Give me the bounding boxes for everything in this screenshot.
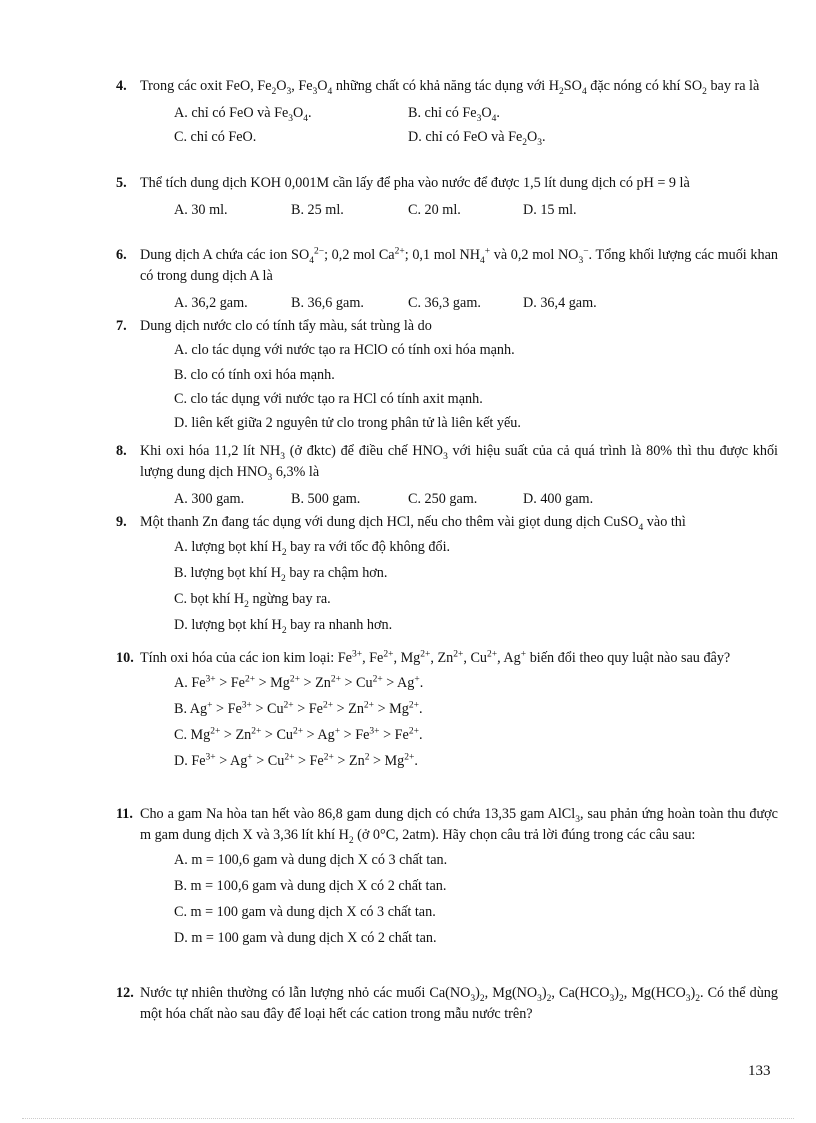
question-text: Cho a gam Na hòa tan hết vào 86,8 gam dung dịch có chứa 13,35 gam AlCl$_3$, sau phản ứng hoàn toàn thu được m gam dung dịch X và 3,36 lít khí $H_2$ (ở 0°C, 2atm). Hãy chọn câu trả lời đúng trong các câu sau: [140,806,778,846]
question-text: Một thanh Zn đang tác dụng với dung dịch HCl, nếu cho thêm vài giọt dung dịch CuSO$_4$ vào thì [140,514,686,533]
option-c: C. 20 ml. [408,202,461,218]
option-a: A. clo tác dụng với nước tạo ra HClO có tính oxi hóa mạnh. [174,342,515,358]
question-text: Nước tự nhiên thường có lẫn lượng nhỏ các muối $Ca(NO_3)_2$, $Mg(NO_3)_2$, $Ca(HCO_3)_2$, $Mg(HCO_3)_2$. Có thể dùng một hóa chất nào sau đây để loại hết các cation trong mẫu nước trên? [140,985,778,1022]
question-10 [116,648,778,774]
question-text: Thể tích dung dịch KOH 0,001M cần lấy để pha vào nước để được 1,5 lít dung dịch có pH = 9 là [140,175,690,191]
option-c: C. chỉ có FeO. [174,129,257,145]
option-c: C. 36,3 gam. [408,295,481,311]
question-4 [116,76,778,149]
option-b: B. m = 100,6 gam và dung dịch X có 2 chất tan. [174,878,447,894]
option-b: B. chỉ có $Fe_3O_4$. [408,105,500,124]
question-7 [116,316,778,435]
option-a: A. 36,2 gam. [174,295,248,311]
question-text: Dung dịch A chứa các ion $SO_4^{2-}$; 0,2 mol $Ca^{2+}$; 0,1 mol $NH_4^+$ và 0,2 mol $NO_3^-$. Tổng khối lượng các muối khan có trong dung dịch A là [140,246,778,284]
option-d: D. lượng bọt khí $H_2$ bay ra nhanh hơn. [174,617,393,636]
option-d: D. chỉ có FeO và $Fe_2O_3$. [408,129,546,148]
question-number: 9. [116,514,127,530]
question-number: 12. [116,985,134,1001]
question-number: 8. [116,443,127,459]
option-c: C. $Mg^{2+} > Zn^{2+} > Cu^{2+} > Ag^+ > Fe^{3+} > Fe^{2+}$. [174,726,423,743]
question-number: 7. [116,318,127,334]
page-number: 133 [748,1063,771,1079]
question-6 [116,245,778,315]
option-d: D. m = 100 gam và dung dịch X có 2 chất tan. [174,930,437,946]
option-a: A. 30 ml. [174,202,228,218]
options-row [174,101,778,125]
page-bottom-rule [22,1118,794,1119]
option-a: A. 300 gam. [174,491,245,507]
option-d: D. 15 ml. [523,202,577,218]
options-row [174,291,778,315]
option-a: A. $Fe^{3+} > Fe^{2+} > Mg^{2+} > Zn^{2+} > Cu^{2+} > Ag^+$. [174,674,424,691]
option-c: C. clo tác dụng với nước tạo ra HCl có tính axit mạnh. [174,391,483,407]
option-b: B. lượng bọt khí $H_2$ bay ra chậm hơn. [174,565,388,584]
options-row [174,125,778,149]
option-b: B. $Ag^+ > Fe^{3+} > Cu^{2+} > Fe^{2+} > Zn^{2+} > Mg^{2+}$. [174,700,423,717]
question-text: Trong các oxit FeO, $Fe_2O_3$, $Fe_3O_4$ những chất có khả năng tác dụng với $H_2SO_4$ đặc nóng có khí $SO_2$ bay ra là [140,78,760,97]
question-number: 11. [116,806,133,822]
option-c: C. 250 gam. [408,491,478,507]
option-a: A. chỉ có FeO và $Fe_3O_4$. [174,105,312,124]
option-c: C. m = 100 gam và dung dịch X có 3 chất tan. [174,904,436,920]
option-b: B. 36,6 gam. [291,295,364,311]
question-9 [116,512,778,638]
question-5 [116,173,778,222]
options-row [174,198,778,222]
question-12 [116,983,778,1025]
option-d: D. 400 gam. [523,491,594,507]
option-b: B. 25 ml. [291,202,344,218]
question-number: 5. [116,175,127,191]
option-a: A. lượng bọt khí $H_2$ bay ra với tốc độ không đổi. [174,539,451,558]
question-number: 6. [116,247,127,263]
options-row [174,487,778,511]
question-8 [116,441,778,511]
option-b: B. clo có tính oxi hóa mạnh. [174,367,335,383]
option-d: D. 36,4 gam. [523,295,597,311]
question-text: Khi oxi hóa 11,2 lít $NH_3$ (ở đktc) để điều chế $HNO_3$ với hiệu suất của cả quá trình là 80% thì thu được khối lượng dung dịch $HNO_3$ 6,3% là [140,443,778,483]
question-11 [116,804,778,951]
question-text: Dung dịch nước clo có tính tẩy màu, sát trùng là do [140,318,432,334]
option-b: B. 500 gam. [291,491,361,507]
option-d: D. liên kết giữa 2 nguyên tử clo trong phân tử là liên kết yếu. [174,415,521,431]
question-number: 10. [116,650,134,666]
option-c: C. bọt khí $H_2$ ngừng bay ra. [174,591,331,610]
option-a: A. m = 100,6 gam và dung dịch X có 3 chất tan. [174,852,448,868]
option-d: D. $Fe^{3+} > Ag^+ > Cu^{2+} > Fe^{2+} > Zn^2 > Mg^{2+}$. [174,752,418,769]
question-number: 4. [116,78,127,94]
question-text: Tính oxi hóa của các ion kim loại: $Fe^{3+}$, $Fe^{2+}$, $Mg^{2+}$, $Zn^{2+}$, $Cu^{2+}$, Ag+ biến đổi theo quy luật nào sau đây? [140,649,731,666]
